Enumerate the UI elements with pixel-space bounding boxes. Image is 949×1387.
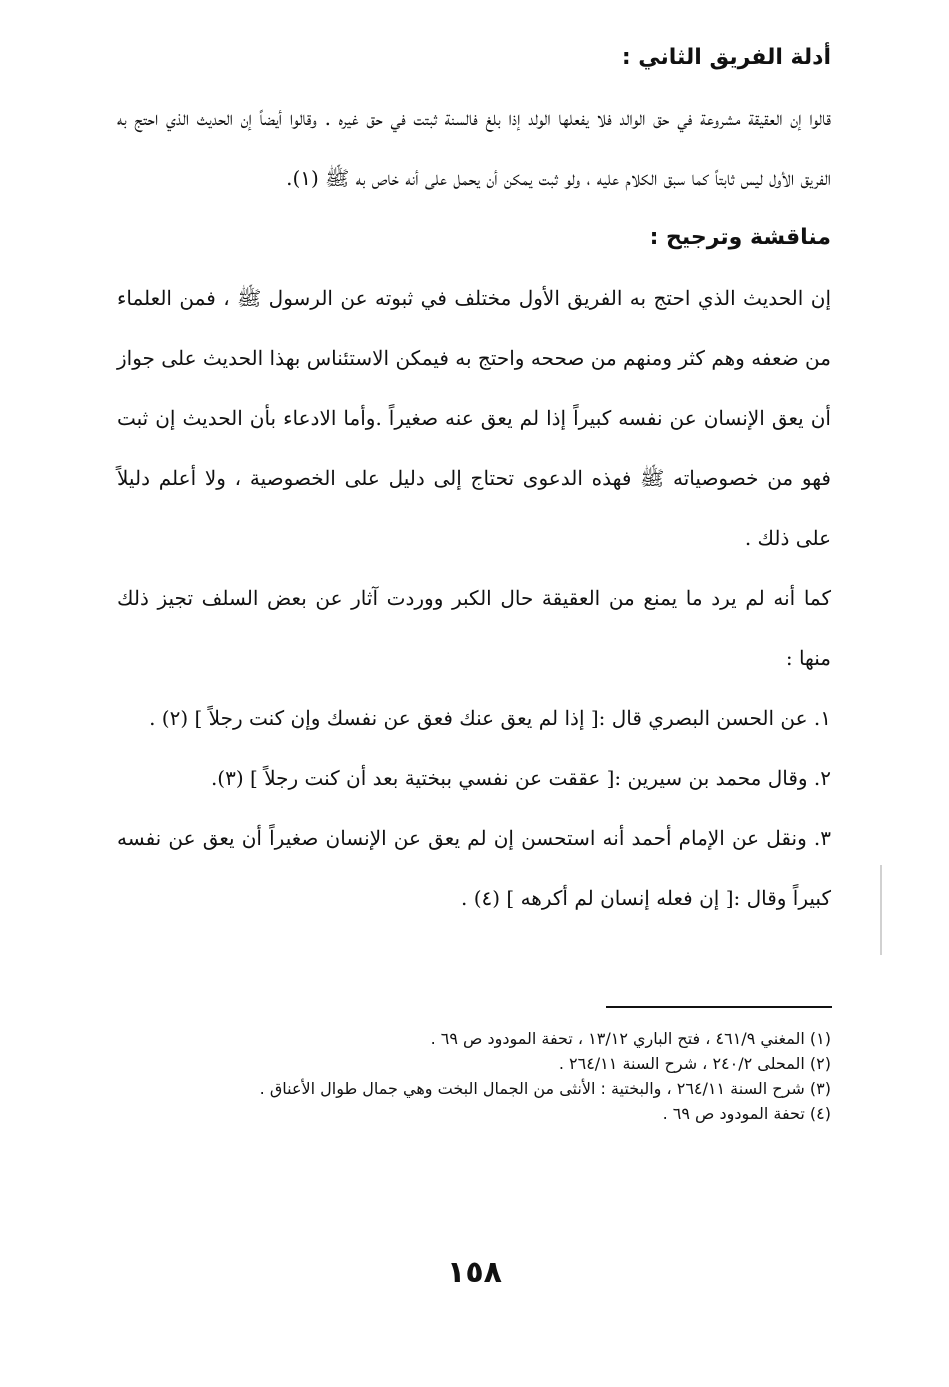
report-hasan-basri: ١. عن الحسن البصري قال :[ إذا لم يعق عنك فعق عن نفسك وإن كنت رجلاً ] (٢) .: [149, 706, 831, 730]
main-text: [117, 28, 831, 928]
page-number: ١٥٨: [447, 1255, 502, 1290]
report-imam-ahmad: ٣. ونقل عن الإمام أحمد أنه استحسن إن لم يعق عن الإنسان صغيراً أن يعق عن نفسه كبيراً وقال :[ إن فعله إنسان لم أكرهه ] (٤) .: [117, 826, 831, 910]
report-ibn-sirin: ٢. وقال محمد بن سيرين :[ عققت عن نفسي ببختية بعد أن كنت رجلاً ] (٣).: [210, 766, 831, 790]
paragraph-discussion: إن الحديث الذي احتج به الفريق الأول مختلف في ثبوته عن الرسول ﷺ ، فمن العلماء من ضعفه وهم كثر ومنهم من صححه واحتج به فيمكن الاستئناس بهذا الحديث على جواز أن يعق الإنسان عن نفسه كبيراً إذا لم يعق عنه صغيراً .وأما الادعاء بأن الحديث إن ثبت فهو من خصوصياته ﷺ فهذه الدعوى تحتاج إلى دليل على الخصوصية ، ولا أعلم دليلاً على ذلك .: [117, 286, 831, 550]
paragraph-second-group-arguments: قالوا إن العقيقة مشروعة في حق الوالد فلا يفعلها الولد إذا بلغ فالسنة ثبتت في حق غيره . وقالوا أيضاً إن الحديث الذي احتج به الفريق الأول ليس ثابتاً كما سبق الكلام عليه ، ولو ثبت يمكن أن يحمل على أنه خاص به ﷺ (١).: [117, 106, 831, 190]
paragraph-salaf-reports-intro: كما أنه لم يرد ما يمنع من العقيقة حال الكبر ووردت آثار عن بعض السلف تجيز ذلك منها :: [117, 586, 831, 670]
salaf-reports-list: [117, 688, 831, 928]
footnotes-list: [117, 1026, 831, 1126]
footnote-separator: [606, 1006, 832, 1008]
footnote-4: (٤) تحفة المودود ص ٦٩ .: [662, 1104, 831, 1123]
footnote-1: (١) المغني ٤٦١/٩ ، فتح الباري ١٣/١٢ ، تحفة المودود ص ٦٩ .: [430, 1029, 831, 1048]
heading-second-group-evidence: أدلة الفريق الثاني :: [621, 45, 831, 70]
footnote-2: (٢) المحلى ٢٤٠/٢ ، شرح السنة ٢٦٤/١١ .: [558, 1054, 831, 1073]
footnote-3: (٣) شرح السنة ٢٦٤/١١ ، والبختية : الأنثى من الجمال البخت وهي جمال طوال الأعناق .: [259, 1079, 831, 1098]
margin-pencil-mark: [880, 865, 882, 955]
heading-discussion-and-preference: مناقشة وترجيح :: [649, 225, 831, 250]
